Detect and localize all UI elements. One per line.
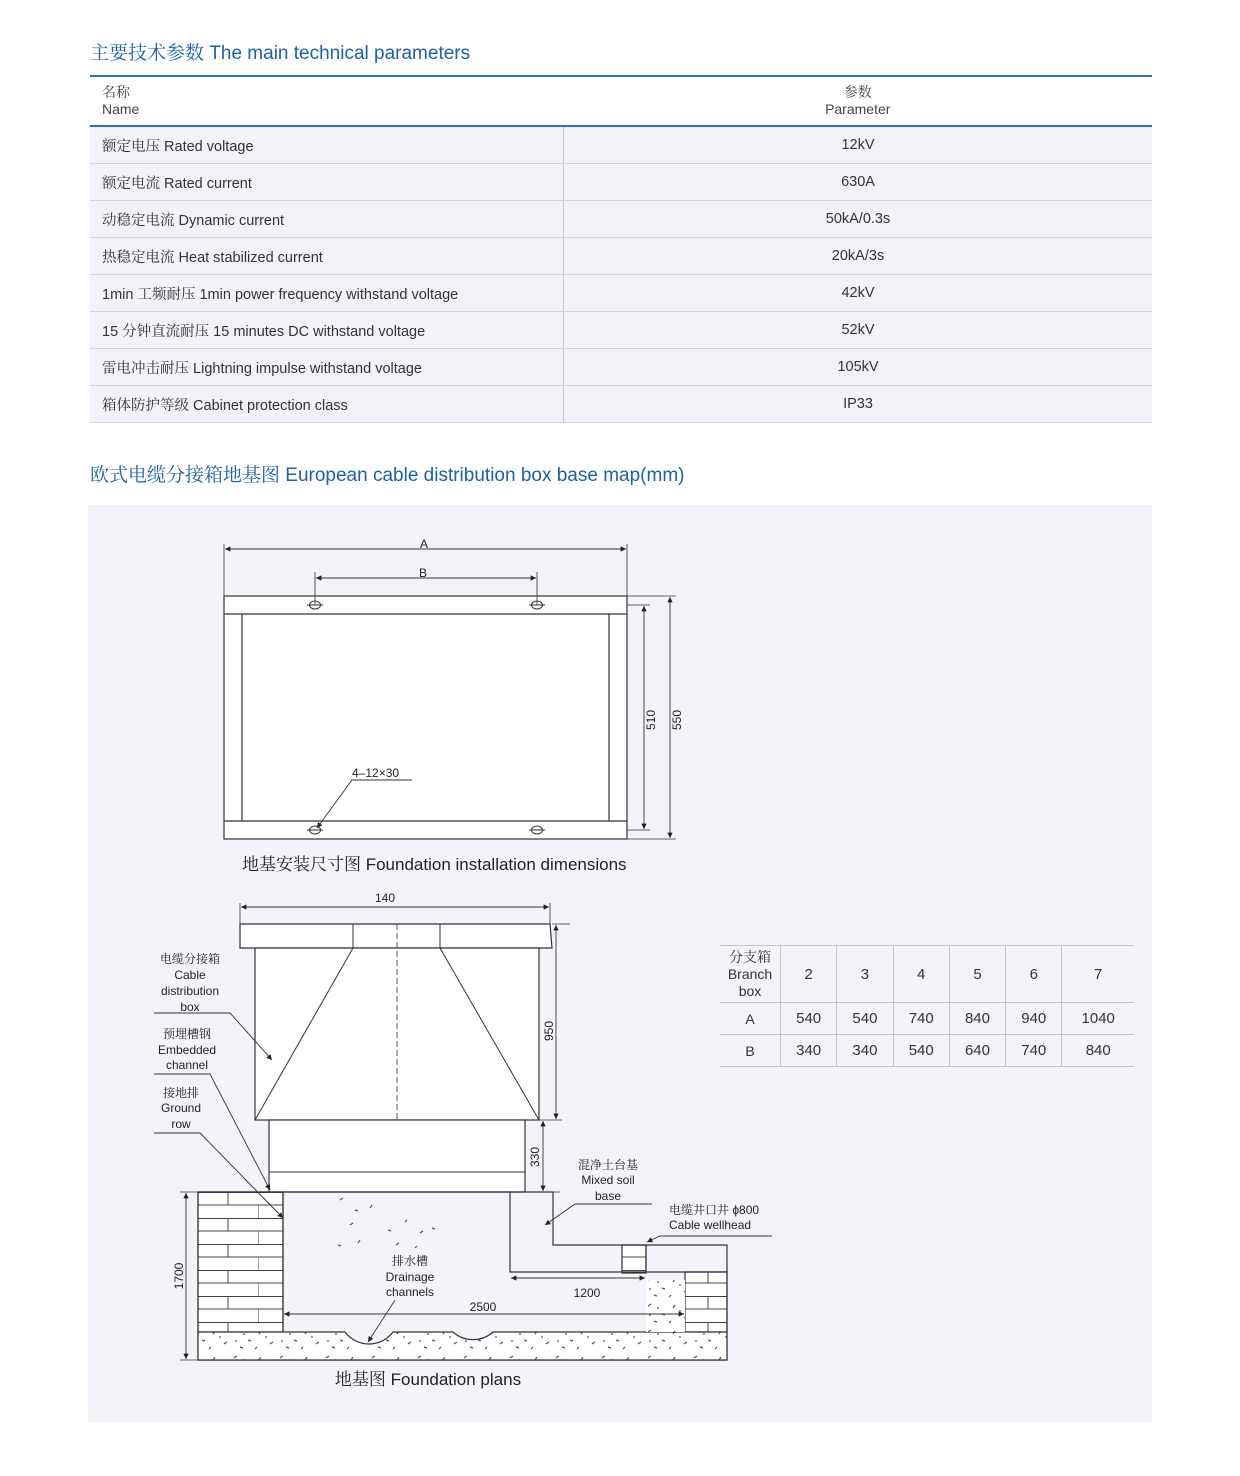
label-ground-en2: row: [171, 1117, 191, 1131]
branch-box-table: [720, 945, 1134, 1067]
label-cable-box: [160, 951, 220, 1014]
label-embedded-channel: [158, 1026, 216, 1072]
table-cell: 640: [949, 1035, 1005, 1067]
table-cell: 940: [1006, 1003, 1062, 1035]
diagram2-caption: 地基图 Foundation plans: [334, 1370, 522, 1389]
branch-col-header: 3: [837, 946, 893, 1003]
param-name: 额定电压 Rated voltage: [90, 126, 564, 164]
header-param-cn: 参数: [843, 84, 872, 100]
table-cell: 840: [949, 1003, 1005, 1035]
row-label: B: [720, 1035, 781, 1067]
label-channel-cn: 预埋槽钢: [162, 1027, 212, 1041]
param-name: 箱体防护等级 Cabinet protection class: [90, 386, 564, 423]
left-brick-wall: [198, 1192, 283, 1332]
label-box-en2: distribution: [160, 984, 220, 998]
label-drain-en2: channels: [385, 1285, 435, 1299]
dim-b-label: B: [418, 566, 428, 580]
label-box-en3: box: [180, 1000, 200, 1014]
branch-head-en2: box: [738, 982, 762, 999]
label-box-en1: Cable: [174, 968, 206, 982]
header-name-en: Name: [102, 101, 140, 117]
label-channel-en1: Embedded: [157, 1043, 217, 1057]
dim-510-label: 510: [644, 709, 658, 731]
branch-col-header: 6: [1006, 946, 1062, 1003]
foundation-plan-diagram: [154, 903, 772, 1360]
section-title-base-map: 欧式电缆分接箱地基图 European cable distribution box base map(mm): [90, 465, 685, 486]
param-value: IP33: [564, 386, 1153, 423]
branch-col-header: 4: [893, 946, 949, 1003]
frame-outline: [224, 596, 627, 839]
label-mixed-soil: [578, 1157, 638, 1203]
label-mixed-cn: 混净土台基: [577, 1158, 639, 1172]
param-name: 1min 工频耐压 1min power frequency withstand voltage: [90, 275, 564, 312]
dim-a-label: A: [419, 537, 429, 551]
label-well-cn: 电缆井口井 ϕ800: [669, 1203, 760, 1217]
label-mixed-en2: base: [594, 1189, 622, 1203]
param-name: 雷电冲击耐压 Lightning impulse withstand voltage: [90, 349, 564, 386]
diagram1-caption: 地基安装尺寸图 Foundation installation dimensions: [242, 855, 627, 874]
table-cell: 1040: [1062, 1003, 1134, 1035]
dim-140-label: 140: [374, 891, 396, 905]
label-ground-en1: Ground: [160, 1101, 202, 1115]
leader-wellhead: [647, 1236, 772, 1242]
row-label: A: [720, 1003, 781, 1035]
param-value: 50kA/0.3s: [564, 201, 1153, 238]
gravel-slab: [198, 1332, 727, 1360]
branch-table-header: [720, 946, 1134, 1003]
table-row: [720, 1035, 1134, 1067]
table-cell: 740: [1006, 1035, 1062, 1067]
box-plinth: [269, 1120, 525, 1192]
branch-col-header: 2: [781, 946, 837, 1003]
table-row: [720, 1003, 1134, 1035]
branch-head-cn: 分支箱: [729, 948, 771, 965]
dim-2500-label: 2500: [469, 1300, 497, 1314]
table-cell: 540: [837, 1003, 893, 1035]
label-cable-wellhead: [669, 1202, 759, 1232]
header-name-cn: 名称: [102, 84, 130, 100]
branch-col-header: 7: [1062, 946, 1134, 1003]
param-value: 20kA/3s: [564, 238, 1153, 275]
box-roof: [240, 924, 552, 948]
wellhead-brick: [622, 1245, 646, 1273]
param-value: 52kV: [564, 312, 1153, 349]
section-title-parameters: 主要技术参数 The main technical parameters: [90, 43, 471, 64]
param-value: 42kV: [564, 275, 1153, 312]
dim-950-label: 950: [542, 1020, 556, 1042]
table-cell: 740: [893, 1003, 949, 1035]
table-cell: 540: [781, 1003, 837, 1035]
label-drain-cn: 排水槽: [391, 1254, 429, 1268]
header-param-en: Parameter: [825, 101, 891, 117]
dim-550-label: 550: [670, 709, 684, 731]
foundation-installation-diagram: [224, 544, 676, 839]
label-box-cn: 电缆分接箱: [159, 952, 221, 966]
table-cell: 840: [1062, 1035, 1134, 1067]
table-cell: 540: [893, 1035, 949, 1067]
param-name: 15 分钟直流耐压 15 minutes DC withstand voltage: [90, 312, 564, 349]
branch-col-header: 5: [949, 946, 1005, 1003]
param-name: 热稳定电流 Heat stabilized current: [90, 238, 564, 275]
dim-1700-label: 1700: [172, 1262, 186, 1290]
label-ground-row: [161, 1085, 201, 1131]
label-mixed-en1: Mixed soil: [581, 1173, 635, 1187]
branch-head-en1: Branch: [727, 965, 773, 982]
param-name: 额定电流 Rated current: [90, 164, 564, 201]
param-value: 630A: [564, 164, 1153, 201]
param-name: 动稳定电流 Dynamic current: [90, 201, 564, 238]
param-value: 12kV: [564, 126, 1153, 164]
label-well-en: Cable wellhead: [669, 1218, 752, 1232]
label-drainage: [386, 1253, 435, 1299]
dim-330-label: 330: [528, 1146, 542, 1168]
table-cell: 340: [837, 1035, 893, 1067]
table-cell: 340: [781, 1035, 837, 1067]
param-value: 105kV: [564, 349, 1153, 386]
hole-note-label: 4–12×30: [352, 766, 400, 780]
right-brick-wall: [685, 1272, 727, 1332]
leader-mixed-base: [545, 1204, 652, 1225]
label-ground-cn: 接地排: [162, 1086, 200, 1100]
label-drain-en1: Drainage: [385, 1270, 435, 1284]
label-channel-en2: channel: [165, 1058, 209, 1072]
dim-1200-label: 1200: [573, 1286, 601, 1300]
cavity-gravel: [338, 1198, 435, 1248]
